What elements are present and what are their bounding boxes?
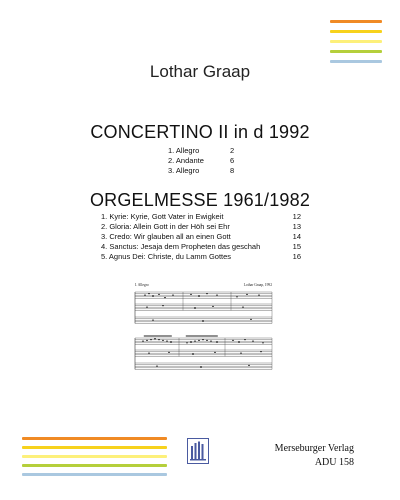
stripe-yellow: [22, 446, 167, 449]
stripe-green: [22, 464, 167, 467]
stripe-green: [330, 50, 382, 53]
list-item: 3. Allegro 8: [168, 166, 235, 175]
score-preview: [133, 281, 274, 376]
list-item: 1. Kyrie: Kyrie, Gott Vater in Ewigkeit 12: [101, 212, 301, 221]
concertino-movement-list: [168, 146, 248, 176]
list-item: 3. Credo: Wir glauben all an einen Gott 14: [101, 232, 301, 241]
score-movement-label: I. Allegro: [135, 283, 149, 287]
stripe-yellow: [330, 30, 382, 33]
publisher-block: [275, 442, 354, 470]
stripe-light-yellow: [330, 40, 382, 43]
score-beams: [144, 336, 218, 337]
list-item: 4. Sanctus: Jesaja dem Propheten das geschah 15: [101, 242, 301, 251]
score-composer-label: Lothar Graap, 1992: [243, 283, 272, 287]
stripe-light-yellow: [22, 455, 167, 458]
list-item: 5. Agnus Dei: Christe, du Lamm Gottes 16: [101, 252, 301, 261]
stripe-orange: [330, 20, 382, 23]
organ-pipes-icon: [187, 438, 209, 464]
list-item: 1. Allegro 2: [168, 146, 235, 155]
list-item: 2. Andante 6: [168, 156, 235, 165]
work-title-orgelmesse: ORGELMESSE 1961/1982: [89, 190, 311, 210]
composer-name: Lothar Graap: [149, 62, 251, 81]
list-item: 2. Gloria: Allein Gott in der Höh sei Ehr 13: [101, 222, 301, 231]
work-title-concertino: CONCERTINO II in d 1992: [90, 122, 310, 142]
orgelmesse-movement-list: [101, 212, 301, 262]
decorative-stripes-bottom: [22, 437, 167, 482]
publisher-name: Merseburger Verlag: [274, 443, 354, 454]
staff-system-2: [135, 338, 272, 369]
staff-system-1: [135, 292, 272, 323]
stripe-orange: [22, 437, 167, 440]
catalog-number: ADU 158: [314, 457, 354, 468]
stripe-light-blue: [22, 473, 167, 476]
